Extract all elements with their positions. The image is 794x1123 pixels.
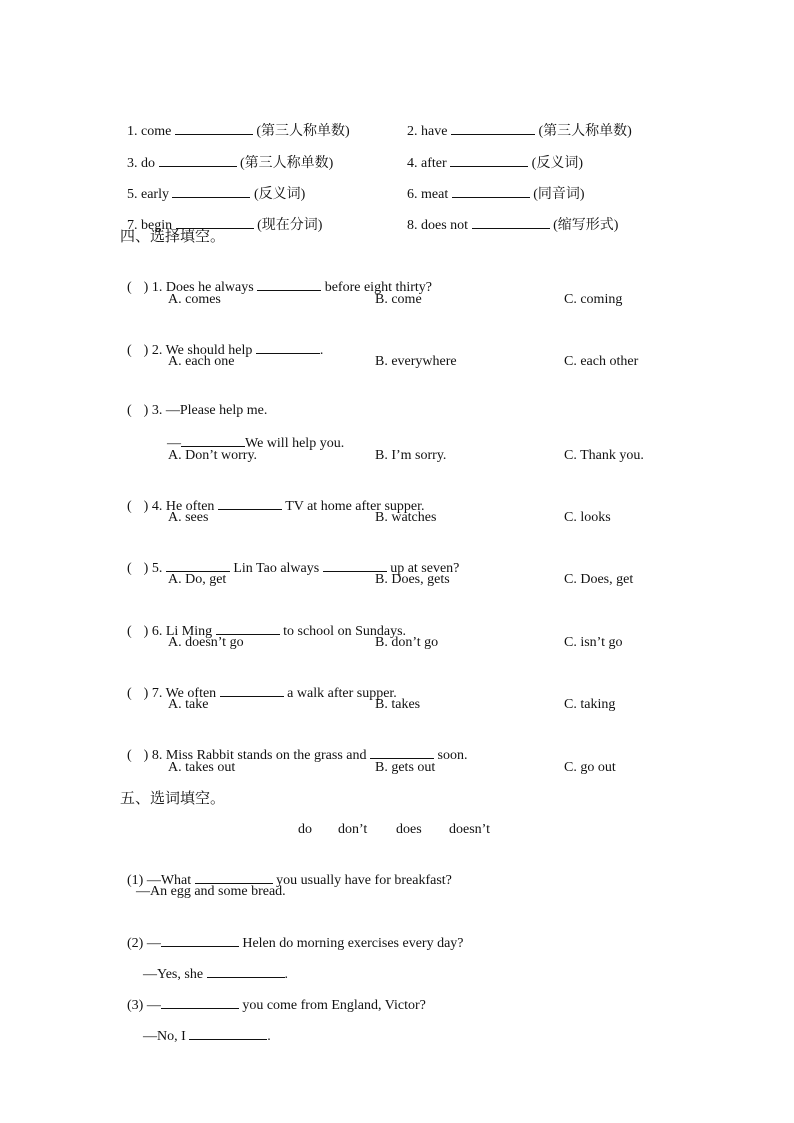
question-blank [370, 745, 434, 759]
question-text: We should help [165, 343, 253, 358]
question-number: 4. [151, 499, 163, 514]
question-number: 6. [151, 624, 163, 639]
paren-open: ( [127, 624, 132, 639]
item-number: 6. [407, 187, 418, 202]
question-blank [256, 340, 320, 354]
question-text: you come from England, Victor? [242, 998, 426, 1013]
item-hint: (第三人称单数) [538, 124, 632, 139]
section-4-title: 四、选择填空。 [120, 229, 226, 245]
answer-blank[interactable] [161, 933, 239, 947]
option-b[interactable]: B. don’t go [375, 635, 439, 650]
paren-close: ) [143, 748, 149, 763]
paren-close: ) [143, 403, 149, 418]
paren-open: ( [127, 499, 132, 514]
item-number: 4. [407, 156, 418, 171]
item-hint: (同音词) [533, 187, 585, 202]
answer-blank[interactable] [451, 121, 535, 135]
paren-open: ( [127, 343, 132, 358]
question-text: TV at home after supper. [285, 499, 425, 514]
question-text: Miss Rabbit stands on the grass and [165, 748, 367, 763]
question-text: . [319, 343, 324, 358]
item-word: do [141, 156, 155, 171]
paren-open: ( [127, 561, 132, 576]
question-blank [220, 683, 284, 697]
option-c[interactable]: C. Does, get [564, 572, 634, 587]
paren-close: ) [143, 686, 149, 701]
item-hint: (第三人称单数) [256, 124, 350, 139]
option-a[interactable]: A. comes [168, 292, 221, 307]
word-form-item-8 [400, 197, 618, 235]
question-number: 1. [151, 280, 163, 295]
answer-blank[interactable] [176, 215, 254, 229]
option-a[interactable]: A. Don’t worry. [168, 448, 258, 463]
question-text: We will help you. [245, 436, 345, 451]
question-text: (1) —What [127, 873, 192, 888]
answer-text: —No, I [143, 1029, 186, 1044]
question-number: 3. [151, 403, 163, 418]
mc-question-7 [120, 665, 397, 703]
mc-question-6 [120, 603, 406, 641]
question-text: We often [165, 686, 217, 701]
question-text: to school on Sundays. [283, 624, 407, 639]
question-text: Lin Tao always [233, 561, 320, 576]
item-hint: (缩写形式) [553, 218, 619, 233]
option-a[interactable]: A. doesn’t go [168, 635, 244, 650]
item-number: 5. [127, 187, 138, 202]
answer-blank[interactable] [159, 153, 237, 167]
answer-blank[interactable] [472, 215, 550, 229]
option-a[interactable]: A. each one [168, 354, 235, 369]
answer-blank[interactable] [207, 964, 285, 978]
option-c[interactable]: C. looks [564, 510, 611, 525]
paren-close: ) [143, 499, 149, 514]
item-word: after [421, 156, 447, 171]
item-hint: (反义词) [253, 187, 306, 202]
question-number: 8. [151, 748, 163, 763]
answer-blank[interactable] [189, 1026, 267, 1040]
question-blank [218, 496, 282, 510]
paren-close: ) [143, 280, 149, 295]
answer-text: . [267, 1029, 271, 1044]
answer-blank[interactable] [195, 870, 273, 884]
answer-text: . [284, 967, 289, 982]
answer-blank[interactable] [161, 995, 239, 1009]
item-number: 3. [127, 156, 138, 171]
item-word: meat [421, 187, 449, 202]
paren-close: ) [143, 561, 149, 576]
paren-open: ( [127, 403, 132, 418]
question-blank [181, 433, 245, 447]
paren-open: ( [127, 686, 132, 701]
answer-blank[interactable] [172, 184, 250, 198]
word-bank-item: does [396, 822, 422, 837]
question-text: (3) — [127, 998, 161, 1013]
option-c[interactable]: C. each other [564, 354, 639, 369]
word-bank-item: do [298, 822, 312, 837]
paren-close: ) [143, 343, 149, 358]
item-word: does not [421, 218, 469, 233]
option-c[interactable]: C. taking [564, 697, 616, 712]
section-5-title: 五、选词填空。 [120, 791, 226, 807]
question-text: Li Ming [165, 624, 213, 639]
item-word: come [141, 124, 172, 139]
item-hint: (现在分词) [257, 218, 323, 233]
item-hint: (反义词) [531, 156, 583, 171]
question-blank [257, 277, 321, 291]
option-b[interactable]: B. takes [375, 697, 421, 712]
option-a[interactable]: A. take [168, 697, 209, 712]
item-word: begin [141, 218, 173, 233]
question-number: 7. [151, 686, 163, 701]
question-text: He often [165, 499, 215, 514]
word-bank-item: don’t [338, 822, 368, 837]
question-blank [216, 621, 280, 635]
fill-answer-3 [136, 1008, 271, 1046]
question-text: soon. [437, 748, 468, 763]
question-text: up at seven? [390, 561, 460, 576]
dash: — [167, 436, 181, 451]
item-number: 2. [407, 124, 418, 139]
word-bank-item: doesn’t [449, 822, 490, 837]
option-a[interactable]: A. sees [168, 510, 209, 525]
paren-close: ) [143, 624, 149, 639]
question-blank [166, 558, 230, 572]
option-c[interactable]: C. isn’t go [564, 635, 623, 650]
option-b[interactable]: B. gets out [375, 760, 436, 775]
option-a[interactable]: A. Do, get [168, 572, 227, 587]
answer-text: —Yes, she [143, 967, 204, 982]
question-blank [323, 558, 387, 572]
question-text: a walk after supper. [287, 686, 397, 701]
option-a[interactable]: A. takes out [168, 760, 236, 775]
question-number: 5. [151, 561, 163, 576]
option-b[interactable]: B. Does, gets [375, 572, 450, 587]
option-c[interactable]: C. Thank you. [564, 448, 644, 463]
question-number: 2. [151, 343, 163, 358]
paren-open: ( [127, 748, 132, 763]
answer-blank[interactable] [175, 121, 253, 135]
option-b[interactable]: B. everywhere [375, 354, 457, 369]
question-text: —Please help me. [165, 403, 268, 418]
question-text: (2) — [127, 936, 161, 951]
item-word: have [421, 124, 448, 139]
paren-open: ( [127, 280, 132, 295]
question-text: before eight thirty? [324, 280, 433, 295]
question-text: Helen do morning exercises every day? [242, 936, 464, 951]
question-text: Does he always [165, 280, 254, 295]
item-hint: (第三人称单数) [240, 156, 334, 171]
option-b[interactable]: B. watches [375, 510, 437, 525]
answer-blank[interactable] [450, 153, 528, 167]
option-c[interactable]: C. go out [564, 760, 616, 775]
fill-answer-1: —An egg and some bread. [136, 884, 286, 899]
answer-blank[interactable] [452, 184, 530, 198]
option-c[interactable]: C. coming [564, 292, 623, 307]
option-b[interactable]: B. come [375, 292, 422, 307]
item-word: early [141, 187, 169, 202]
item-number: 8. [407, 218, 418, 233]
option-b[interactable]: B. I’m sorry. [375, 448, 447, 463]
item-number: 7. [127, 218, 138, 233]
item-number: 1. [127, 124, 138, 139]
question-text: you usually have for breakfast? [276, 873, 452, 888]
